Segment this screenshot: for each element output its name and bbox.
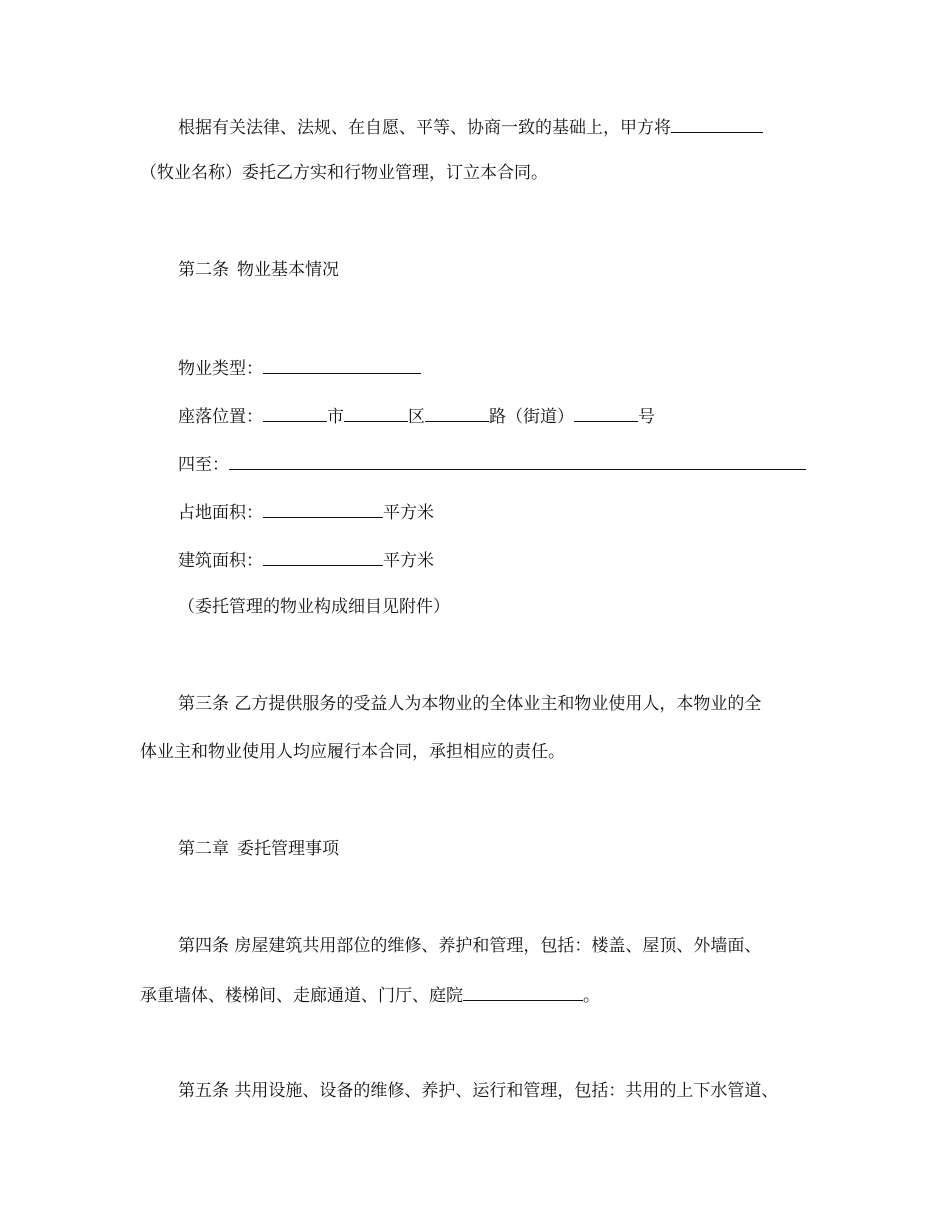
appendix-note-text: （委托管理的物业构成细目见附件） (178, 597, 450, 617)
building-area-label: 建筑面积： (178, 551, 263, 571)
article-5-text: 第五条 共用设施、设备的维修、养护、运行和管理，包括：共用的上下水管道、 (178, 1081, 779, 1101)
article-3-text: 第三条 乙方提供服务的受益人为本物业的全体业主和物业使用人，本物业的全 (178, 694, 762, 714)
article-title: 物业基本情况 (237, 260, 339, 280)
intro-text-continued: （牧业名称）委托乙方实和行物业管理，订立本合同。 (140, 163, 548, 183)
city-label: 市 (327, 407, 344, 427)
article-2-heading (178, 258, 339, 282)
article-5-line1 (178, 1079, 778, 1103)
chapter-number: 第二章 (178, 839, 229, 859)
property-type-label: 物业类型： (178, 359, 263, 379)
number-label: 号 (638, 407, 655, 427)
article-number: 第二条 (178, 260, 229, 280)
appendix-note (178, 595, 450, 619)
intro-text: 根据有关法律、法规、在自愿、平等、协商一致的基础上，甲方将 (178, 118, 671, 138)
paragraph-intro-line1 (178, 114, 763, 138)
boundary-label: 四至： (178, 455, 229, 475)
building-area-blank (263, 547, 383, 566)
land-area-row (178, 499, 434, 523)
chapter-2-heading (178, 837, 339, 861)
article-3-line1 (178, 692, 761, 716)
land-area-label: 占地面积： (178, 503, 263, 523)
article-4-line1 (178, 934, 761, 958)
article-4-blank (463, 982, 583, 1001)
article-4-text-continued: 承重墙体、楼梯间、走廊通道、门厅、庭院 (140, 986, 463, 1006)
article-4-period: 。 (583, 986, 600, 1006)
road-label: 路（街道） (489, 407, 574, 427)
land-area-unit: 平方米 (383, 503, 434, 523)
article-3-line2 (140, 740, 565, 764)
boundary-blank (229, 451, 806, 470)
article-4-line2 (140, 982, 600, 1006)
location-label: 座落位置： (178, 407, 263, 427)
city-blank (263, 403, 327, 422)
article-3-text-continued: 体业主和物业使用人均应履行本合同，承担相应的责任。 (140, 742, 565, 762)
article-4-text: 第四条 房屋建筑共用部位的维修、养护和管理，包括：楼盖、屋顶、外墙面、 (178, 936, 762, 956)
chapter-title: 委托管理事项 (237, 839, 339, 859)
property-type-row (178, 355, 421, 379)
paragraph-intro-line2 (140, 161, 548, 185)
property-type-blank (263, 355, 421, 374)
district-blank (344, 403, 408, 422)
building-area-unit: 平方米 (383, 551, 434, 571)
building-area-row (178, 547, 434, 571)
property-name-blank (671, 114, 763, 133)
road-blank (425, 403, 489, 422)
boundary-row (178, 451, 806, 475)
district-label: 区 (408, 407, 425, 427)
number-blank (574, 403, 638, 422)
land-area-blank (263, 499, 383, 518)
location-row (178, 403, 655, 427)
